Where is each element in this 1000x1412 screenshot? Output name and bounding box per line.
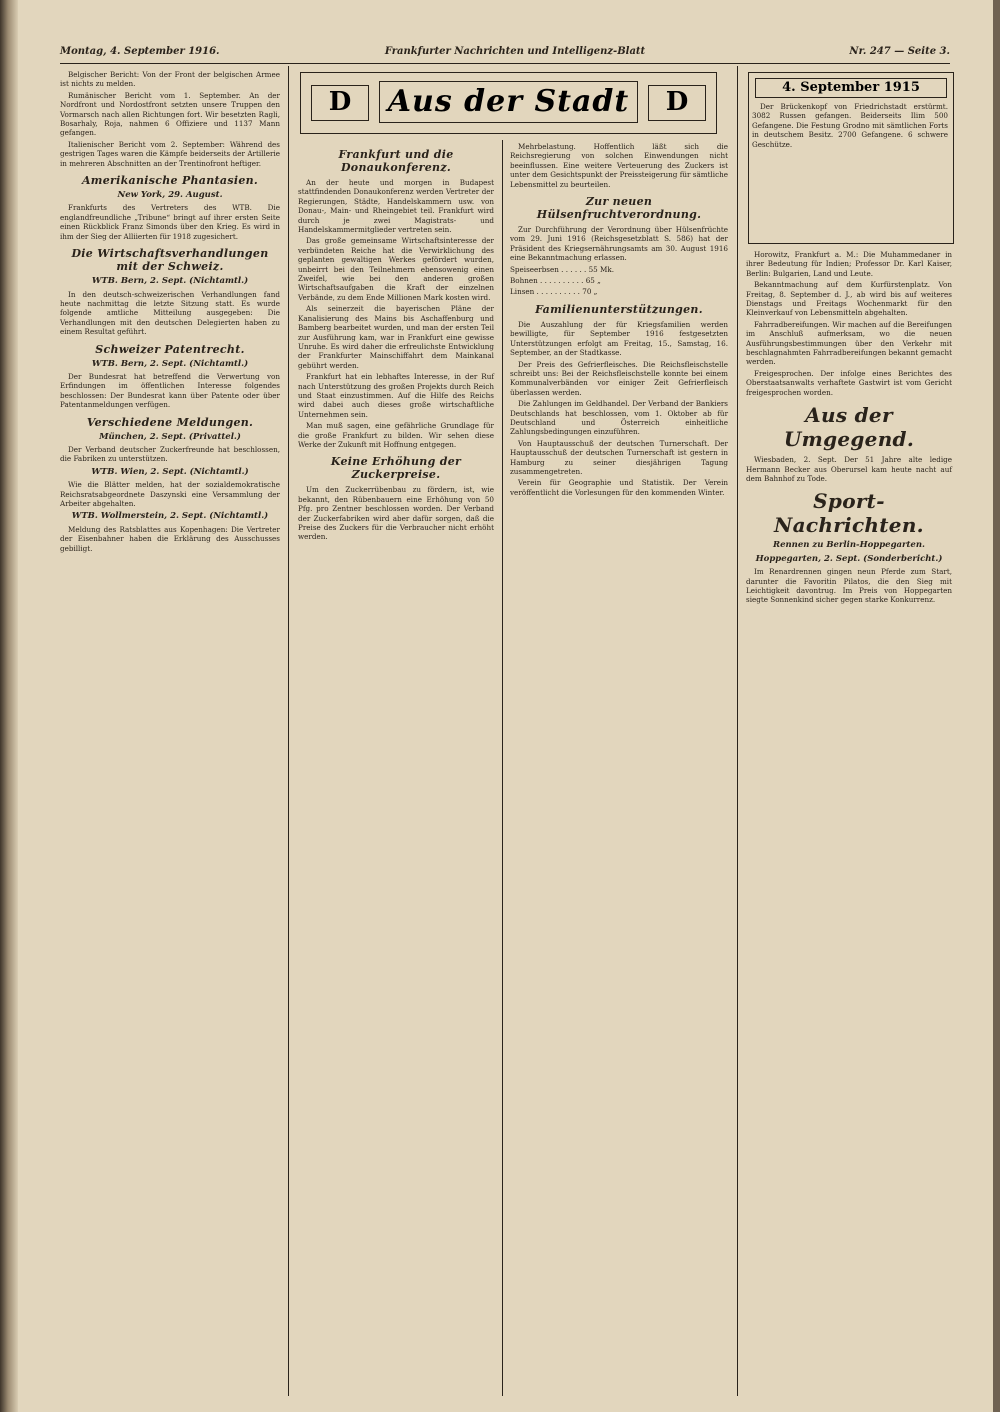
article-text: Der Preis des Gefrierfleisches. Die Reichsfleischstelle schreibt uns: Bei der Reichsfleischstelle konnte bei einem Kommunalverbänden vor einiger Zeit Gefrierfleisch überlassen werden. xyxy=(510,359,728,397)
article-text: Frankfurts des Vertreters des WTB. Die englandfreundliche „Tribune“ bringt auf ihrer ersten Seite einen Rückblick Franz Simonds über den Krieg. Es wird in ihm der Sieg der Alliierten für 1918 zugesichert. xyxy=(60,203,280,241)
article-text: Man muß sagen, eine gefährliche Grundlage für die große Frankfurt zu bilden. Wir sehen diese Werke der Zukunft mit Hoffnung entgegen. xyxy=(298,421,494,449)
article-text: Mehrbelastung. Hoffentlich läßt sich die Reichsregierung von solchen Einwendungen nicht beeinflussen. Eine weitere Verteuerung des Zuckers ist unter dem Gesichtspunkt der Preissteigerung für sämtliche Lebensmittel zu beurteilen. xyxy=(510,142,728,189)
article-text: Der Verband deutscher Zuckerfreunde hat beschlossen, die Fabriken zu unterstützen. xyxy=(60,444,280,464)
price-list-item: Linsen . . . . . . . . . . 70 „ xyxy=(510,287,598,297)
article-text: Die Zahlungen im Geldhandel. Der Verband der Bankiers Deutschlands hat beschlossen, vom 1. Oktober ab für Deutschland und Österreich einheitliche Zahlungsbedingungen einzuführen. xyxy=(510,399,728,437)
article-text: Bekanntmachung auf dem Kurfürstenplatz. Von Freitag, 8. September d. J., ab wird bis auf weiteres Dienstags und Freitags Wochenmarkt für den Kleinverkauf von Lebensmitteln abgehalten. xyxy=(746,280,952,318)
header-rule xyxy=(60,63,950,64)
article-text: An der heute und morgen in Budapest stattfindenden Donaukonferenz werden Vertreter der Regierungen, Städte, Handelskammern usw. von Donau-, Main- und Rheingebiet teil. Frankfurt wird durch je zwei Magistrats- und Handelskammermitglieder vertreten sein. xyxy=(298,178,494,235)
column-4-lower xyxy=(746,250,952,607)
headline-wirtschaftsverhandlungen: Die Wirtschaftsverhandlungen mit der Schweiz. xyxy=(71,247,269,274)
article-text: Frankfurt hat ein lebhaftes Interesse, in der Ruf nach Unterstützung des großen Projekts durch Reich und Staat einzustimmen. Auf die Hilfe des Reichs wird dabei auch dieses große wirtschaftliche Unternehmen sein. xyxy=(298,372,494,419)
headline-schweizer-patentrecht: Schweizer Patentrecht. xyxy=(95,342,245,356)
column-3 xyxy=(510,142,728,499)
article-text: In den deutsch-schweizerischen Verhandlungen fand heute nachmittag die letzte Sitzung statt. Es wurde folgende amtliche Mitteilung ausgegeben: Die Verhandlungen mit den deutschen Delegierten haben zu einem Resultat geführt. xyxy=(60,289,280,337)
column-1 xyxy=(60,70,280,555)
headline-verschiedene-meldungen: Verschiedene Meldungen. xyxy=(86,415,254,429)
column-separator xyxy=(288,66,289,1396)
dateline: New York, 29. August. xyxy=(117,190,223,201)
subheadline-rennen: Rennen zu Berlin-Hoppegarten. xyxy=(773,540,925,551)
column-2 xyxy=(298,142,494,544)
article-text: Die Auszahlung der für Kriegsfamilien werden bewilligte, für September 1916 festgesetzten Unterstützungen erfolgt am Freitag, 15., Samstag, 16. September, an der Stadtkasse. xyxy=(510,319,728,358)
page-header xyxy=(60,42,950,62)
header-paper-name: Frankfurter Nachrichten und Intelligenz-Blatt xyxy=(384,46,646,57)
article-text: Fahrradbereifungen. Wir machen auf die Bereifungen im Anschluß aufmerksam, wo die neuen Ausführungsbestimmungen über den Verkehr mit beschlagnahmten Fahrradbereifungen bekannt gemacht werden. xyxy=(746,319,952,367)
article-text: Wie die Blätter melden, hat der sozialdemokratische Reichsratsabgeordnete Daszynski eine Versammlung der Arbeiter abgehalten. xyxy=(60,480,280,508)
article-text: Um den Zuckerrübenbau zu fördern, ist, wie bekannt, den Rübenbauern eine Erhöhung von 50 Pfg. pro Zentner beschlossen worden. Der Verband der Zuckerfabriken wird aber dafür sorgen, daß die Preise des Zuckers für die Verbraucher nicht erhöht werden. xyxy=(298,485,494,542)
masthead-title: Aus der Stadt xyxy=(379,81,638,123)
masthead-ornament-right: D xyxy=(648,85,706,121)
dateline: WTB. Bern, 2. Sept. (Nichtamtl.) xyxy=(91,358,249,369)
article-text: Das große gemeinsame Wirtschaftsinteresse der verbündeten Reiche hat die Verwirklichung des geplanten gewaltigen Werkes gefördert wurden, unbeirrt bei den Teilnehmern ebensowenig einen Zweifel, wie bei den anderen großen Wirtschaftsaufgaben die Kraft der einzelnen Verbände, zu dem Ende Millionen Mark kosten wird. xyxy=(298,236,494,302)
article-text: Zur Durchführung der Verordnung über Hülsenfrüchte vom 29. Juni 1916 (Reichsgesetzblatt S. 586) hat der Präsident des Kriegsernährungsamts am 30. August 1916 eine Bekanntmachung erlassen. xyxy=(510,225,728,263)
price-list-item: Speiseerbsen . . . . . . 55 Mk. xyxy=(510,264,615,274)
dateline: Hoppegarten, 2. Sept. (Sonderbericht.) xyxy=(755,553,943,564)
headline-amerikanische-phantasien: Amerikanische Phantasien. xyxy=(81,174,259,188)
column-separator xyxy=(737,66,738,1396)
headline-donaukonferenz: Frankfurt und die Donaukonferenz. xyxy=(338,148,454,174)
article-text: Meldung des Ratsblattes aus Kopenhagen: Die Vertreter der Eisenbahner haben die Erklärung des Ausschusses gebilligt. xyxy=(60,524,280,553)
article-text: Im Renardrennen gingen neun Pferde zum Start, darunter die Favoritin Pilatos, die den Sieg mit Leichtigkeit davontrug. Im Preis von Hoppegarten siegte Sonnenkind sicher gegen starke Konkurrenz. xyxy=(746,567,952,605)
book-spine xyxy=(0,0,18,1412)
article-text: Freigesprochen. Der infolge eines Berichtes des Oberstaatsanwalts verhaftete Gastwirt ist vom Gericht freigesprochen worden. xyxy=(746,368,952,397)
anniversary-text: Der Brückenkopf von Friedrichstadt erstürmt. 3082 Russen gefangen. Beiderseits Ilim 500 Gefangene. Die Festung Grodno mit sämtlichen Forts in deutschem Besitz. 2700 Gefangene. 6 schwere Geschütze. xyxy=(752,102,948,149)
headline-familienunterstuetzungen: Familienunterstützungen. xyxy=(535,302,703,316)
dateline: WTB. Wien, 2. Sept. (Nichtamtl.) xyxy=(91,466,249,477)
newspaper-page xyxy=(18,0,993,1412)
masthead-ornament-left: D xyxy=(311,85,369,121)
article-text: Wiesbaden, 2. Sept. Der 51 Jahre alte ledige Hermann Becker aus Oberursel kam heute nacht auf dem Bahnhof zu Tode. xyxy=(746,455,952,483)
dateline: München, 2. Sept. (Privattel.) xyxy=(99,431,241,442)
headline-zuckerpreise: Keine Erhöhung der Zuckerpreise. xyxy=(330,455,462,482)
anniversary-date: 4. September 1915 xyxy=(755,78,947,98)
dateline: WTB. Bern, 2. Sept. (Nichtamtl.) xyxy=(91,276,249,287)
headline-aus-der-umgegend: Aus der Umgegend. xyxy=(783,403,915,452)
header-date: Montag, 4. September 1916. xyxy=(60,46,220,57)
price-list-item: Bohnen . . . . . . . . . . 65 „ xyxy=(510,276,601,286)
header-page-number: Nr. 247 — Seite 3. xyxy=(849,46,950,57)
headline-huelsenfruchtverordnung: Zur neuen Hülsenfruchtverordnung. xyxy=(536,195,702,222)
article-text: Italienischer Bericht vom 2. September: Während des gestrigen Tages waren die Kämpfe beiderseits der Artillerie in mehreren Abschnitten an der Trentinofront heftiger. xyxy=(60,139,280,168)
section-masthead xyxy=(300,72,717,134)
article-text: Als seinerzeit die bayerischen Pläne der Kanalisierung des Mains bis Aschaffenburg und Bamberg bearbeitet wurden, und man der ersten Teil zur Ausführung kam, war in Frankfurt eine gewisse Unruhe. Es wird daher die erfreulichste Entwicklung der Frankfurter Mainschiffahrt dem Mainkanal gebührt werden. xyxy=(298,304,494,370)
article-text: Von Hauptausschuß der deutschen Turnerschaft. Der Hauptausschuß der deutschen Turnerschaft ist gestern in Hamburg zu seiner diesjährigen Tagung zusammengetreten. xyxy=(510,438,728,476)
article-text: Der Bundesrat hat betreffend die Verwertung von Erfindungen im öffentlichen Interesse folgendes beschlossen: Der Bundesrat kann über Patente oder über Patentanmeldungen verfügen. xyxy=(60,371,280,410)
article-text: Verein für Geographie und Statistik. Der Verein veröffentlicht die Vorlesungen für den kommenden Winter. xyxy=(510,478,728,497)
column-4 xyxy=(752,102,948,151)
headline-sport-nachrichten: Sport-Nachrichten. xyxy=(774,489,924,538)
article-text: Horowitz, Frankfurt a. M.: Die Muhammedaner in ihrer Bedeutung für Indien; Professor Dr. Karl Kaiser, Berlin: Bulgarien, Land und Leute. xyxy=(746,250,952,278)
article-text: Belgischer Bericht: Von der Front der belgischen Armee ist nichts zu melden. xyxy=(60,70,280,89)
dateline: WTB. Wollmerstein, 2. Sept. (Nichtamtl.) xyxy=(71,511,269,522)
column-separator xyxy=(502,140,503,1396)
article-text: Rumänischer Bericht vom 1. September. An der Nordfront und Nordostfront setzten unsere Truppen den Vormarsch nach allen Richtungen fort. Wir besetzten Ragli, Bosarhaly, Roja, nahmen 6 Offiziere und 1137 Mann gefangen. xyxy=(60,90,280,138)
